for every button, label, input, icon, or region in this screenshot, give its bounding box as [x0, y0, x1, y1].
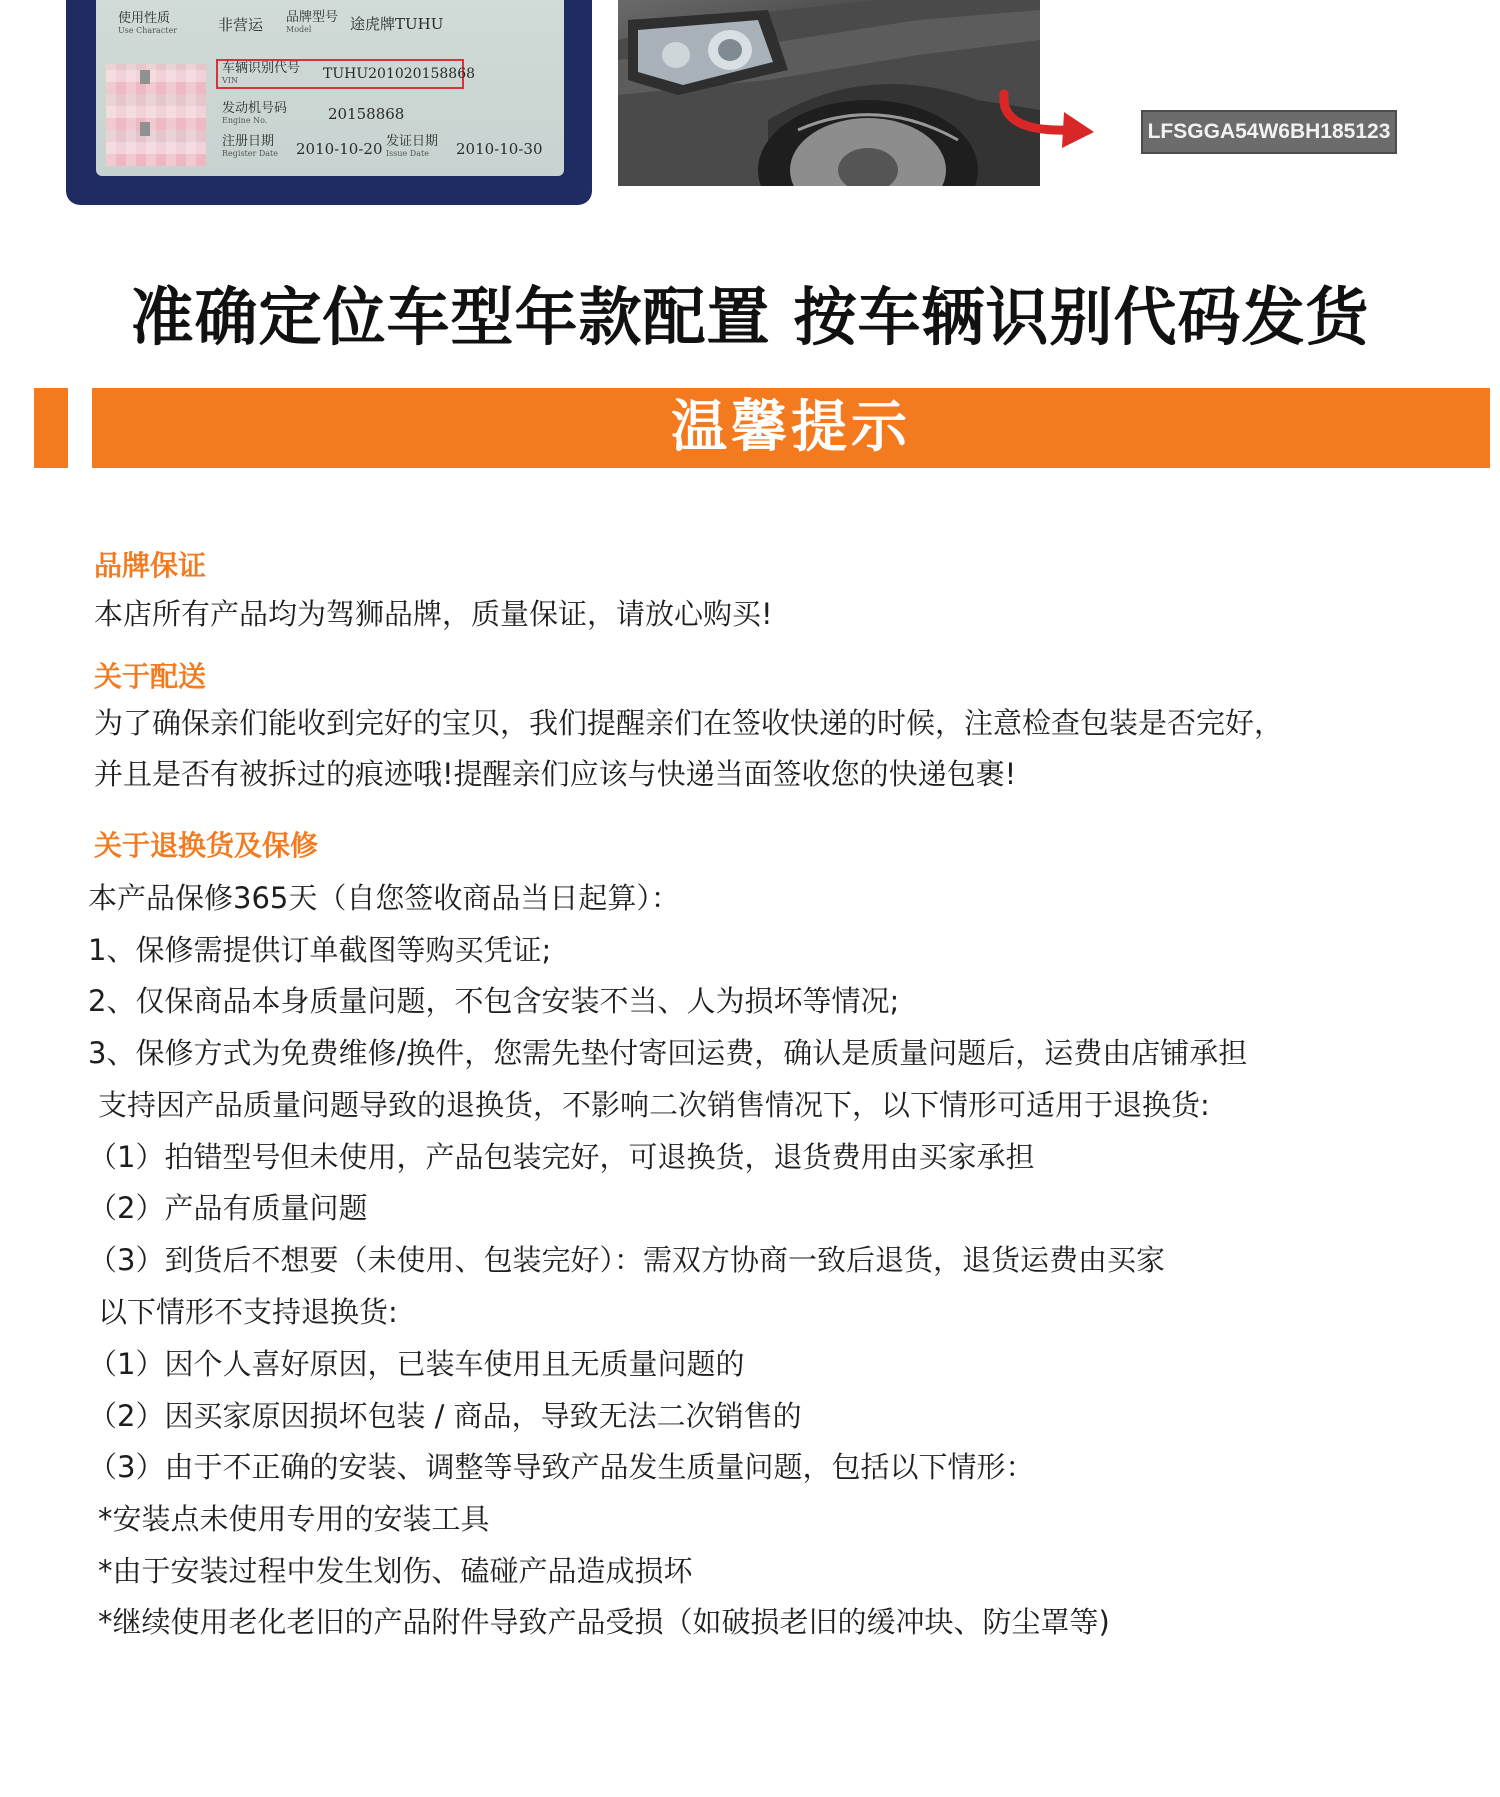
notice-banner: 温馨提示: [92, 388, 1490, 468]
license-use-label: 使用性质: [118, 11, 171, 26]
license-register-sub: Register Date: [222, 149, 278, 158]
returns-line: *继续使用老化老旧的产品附件导致产品受损（如破损老旧的缓冲块、防尘罩等): [98, 1605, 1110, 1639]
license-issue-sub: Issue Date: [386, 149, 429, 158]
vehicle-license-card: [96, 0, 564, 176]
section-text-brand: 本店所有产品均为驾狮品牌，质量保证，请放心购买!: [94, 597, 773, 631]
page-title: 准确定位车型年款配置 按车辆识别代码发货: [130, 281, 1370, 354]
returns-line: （3）到货后不想要（未使用、包装完好）：需双方协商一致后退货，退货运费由买家: [88, 1243, 1165, 1277]
returns-line: 2、仅保商品本身质量问题，不包含安装不当、人为损坏等情况;: [88, 984, 900, 1018]
returns-line: （1）因个人喜好原因，已装车使用且无质量问题的: [88, 1347, 745, 1381]
section-text-delivery-line1: 为了确保亲们能收到完好的宝贝，我们提醒亲们在签收快递的时候，注意检查包装是否完好，: [94, 706, 1284, 740]
license-use-value: 非营运: [218, 16, 264, 34]
car-front-photo: [618, 0, 1040, 186]
banner-accent-bar: [34, 388, 68, 468]
returns-line: *由于安装过程中发生划伤、磕碰产品造成损坏: [98, 1554, 693, 1588]
license-register-value: 2010-10-20: [296, 140, 383, 158]
license-issue-value: 2010-10-30: [456, 140, 543, 158]
returns-line: （2）产品有质量问题: [88, 1191, 368, 1225]
returns-line: 3、保修方式为免费维修/换件，您需先垫付寄回运费，确认是质量问题后，运费由店铺承担: [88, 1036, 1248, 1070]
license-engine-sub: Engine No.: [222, 116, 268, 125]
license-model-sub: Model: [286, 25, 312, 34]
license-use-sub: Use Character: [118, 26, 178, 35]
license-vin-value: TUHU201020158868: [323, 66, 476, 82]
license-model-label: 品牌型号: [286, 10, 339, 25]
returns-line: *安装点未使用专用的安装工具: [98, 1502, 490, 1536]
returns-line: 本产品保修365天（自您签收商品当日起算）：: [88, 881, 680, 915]
car-illustration: [618, 0, 1040, 186]
license-vin-label: 车辆识别代号: [222, 61, 301, 76]
returns-line: 支持因产品质量问题导致的退换货，不影响二次销售情况下，以下情形可适用于退换货:: [98, 1088, 1210, 1122]
section-title-brand: 品牌保证: [94, 549, 207, 582]
section-text-delivery-line2: 并且是否有被拆过的痕迹哦!提醒亲们应该与快递当面签收您的快递包裹!: [94, 757, 1017, 791]
vin-plate: LFSGGA54W6BH185123: [1141, 110, 1397, 154]
returns-line: （3）由于不正确的安装、调整等导致产品发生质量问题，包括以下情形：: [88, 1450, 1035, 1484]
license-register-label: 注册日期: [222, 134, 275, 149]
returns-line: （1）拍错型号但未使用，产品包装完好，可退换货，退货费用由买家承担: [88, 1140, 1035, 1174]
curved-red-arrow-icon: [990, 88, 1102, 154]
returns-line: 1、保修需提供订单截图等购买凭证;: [88, 933, 552, 967]
license-vin-sub: VIN: [222, 76, 238, 85]
license-engine-label: 发动机号码: [222, 101, 288, 116]
license-model-value: 途虎牌TUHU: [350, 15, 444, 33]
returns-line: （2）因买家原因损坏包装 / 商品，导致无法二次销售的: [88, 1399, 802, 1433]
section-title-delivery: 关于配送: [94, 660, 207, 693]
license-photo-blur: [106, 64, 206, 166]
license-engine-value: 20158868: [328, 105, 405, 123]
license-issue-label: 发证日期: [386, 134, 439, 149]
returns-line: 以下情形不支持退换货:: [98, 1295, 398, 1329]
section-title-returns: 关于退换货及保修: [94, 829, 319, 862]
